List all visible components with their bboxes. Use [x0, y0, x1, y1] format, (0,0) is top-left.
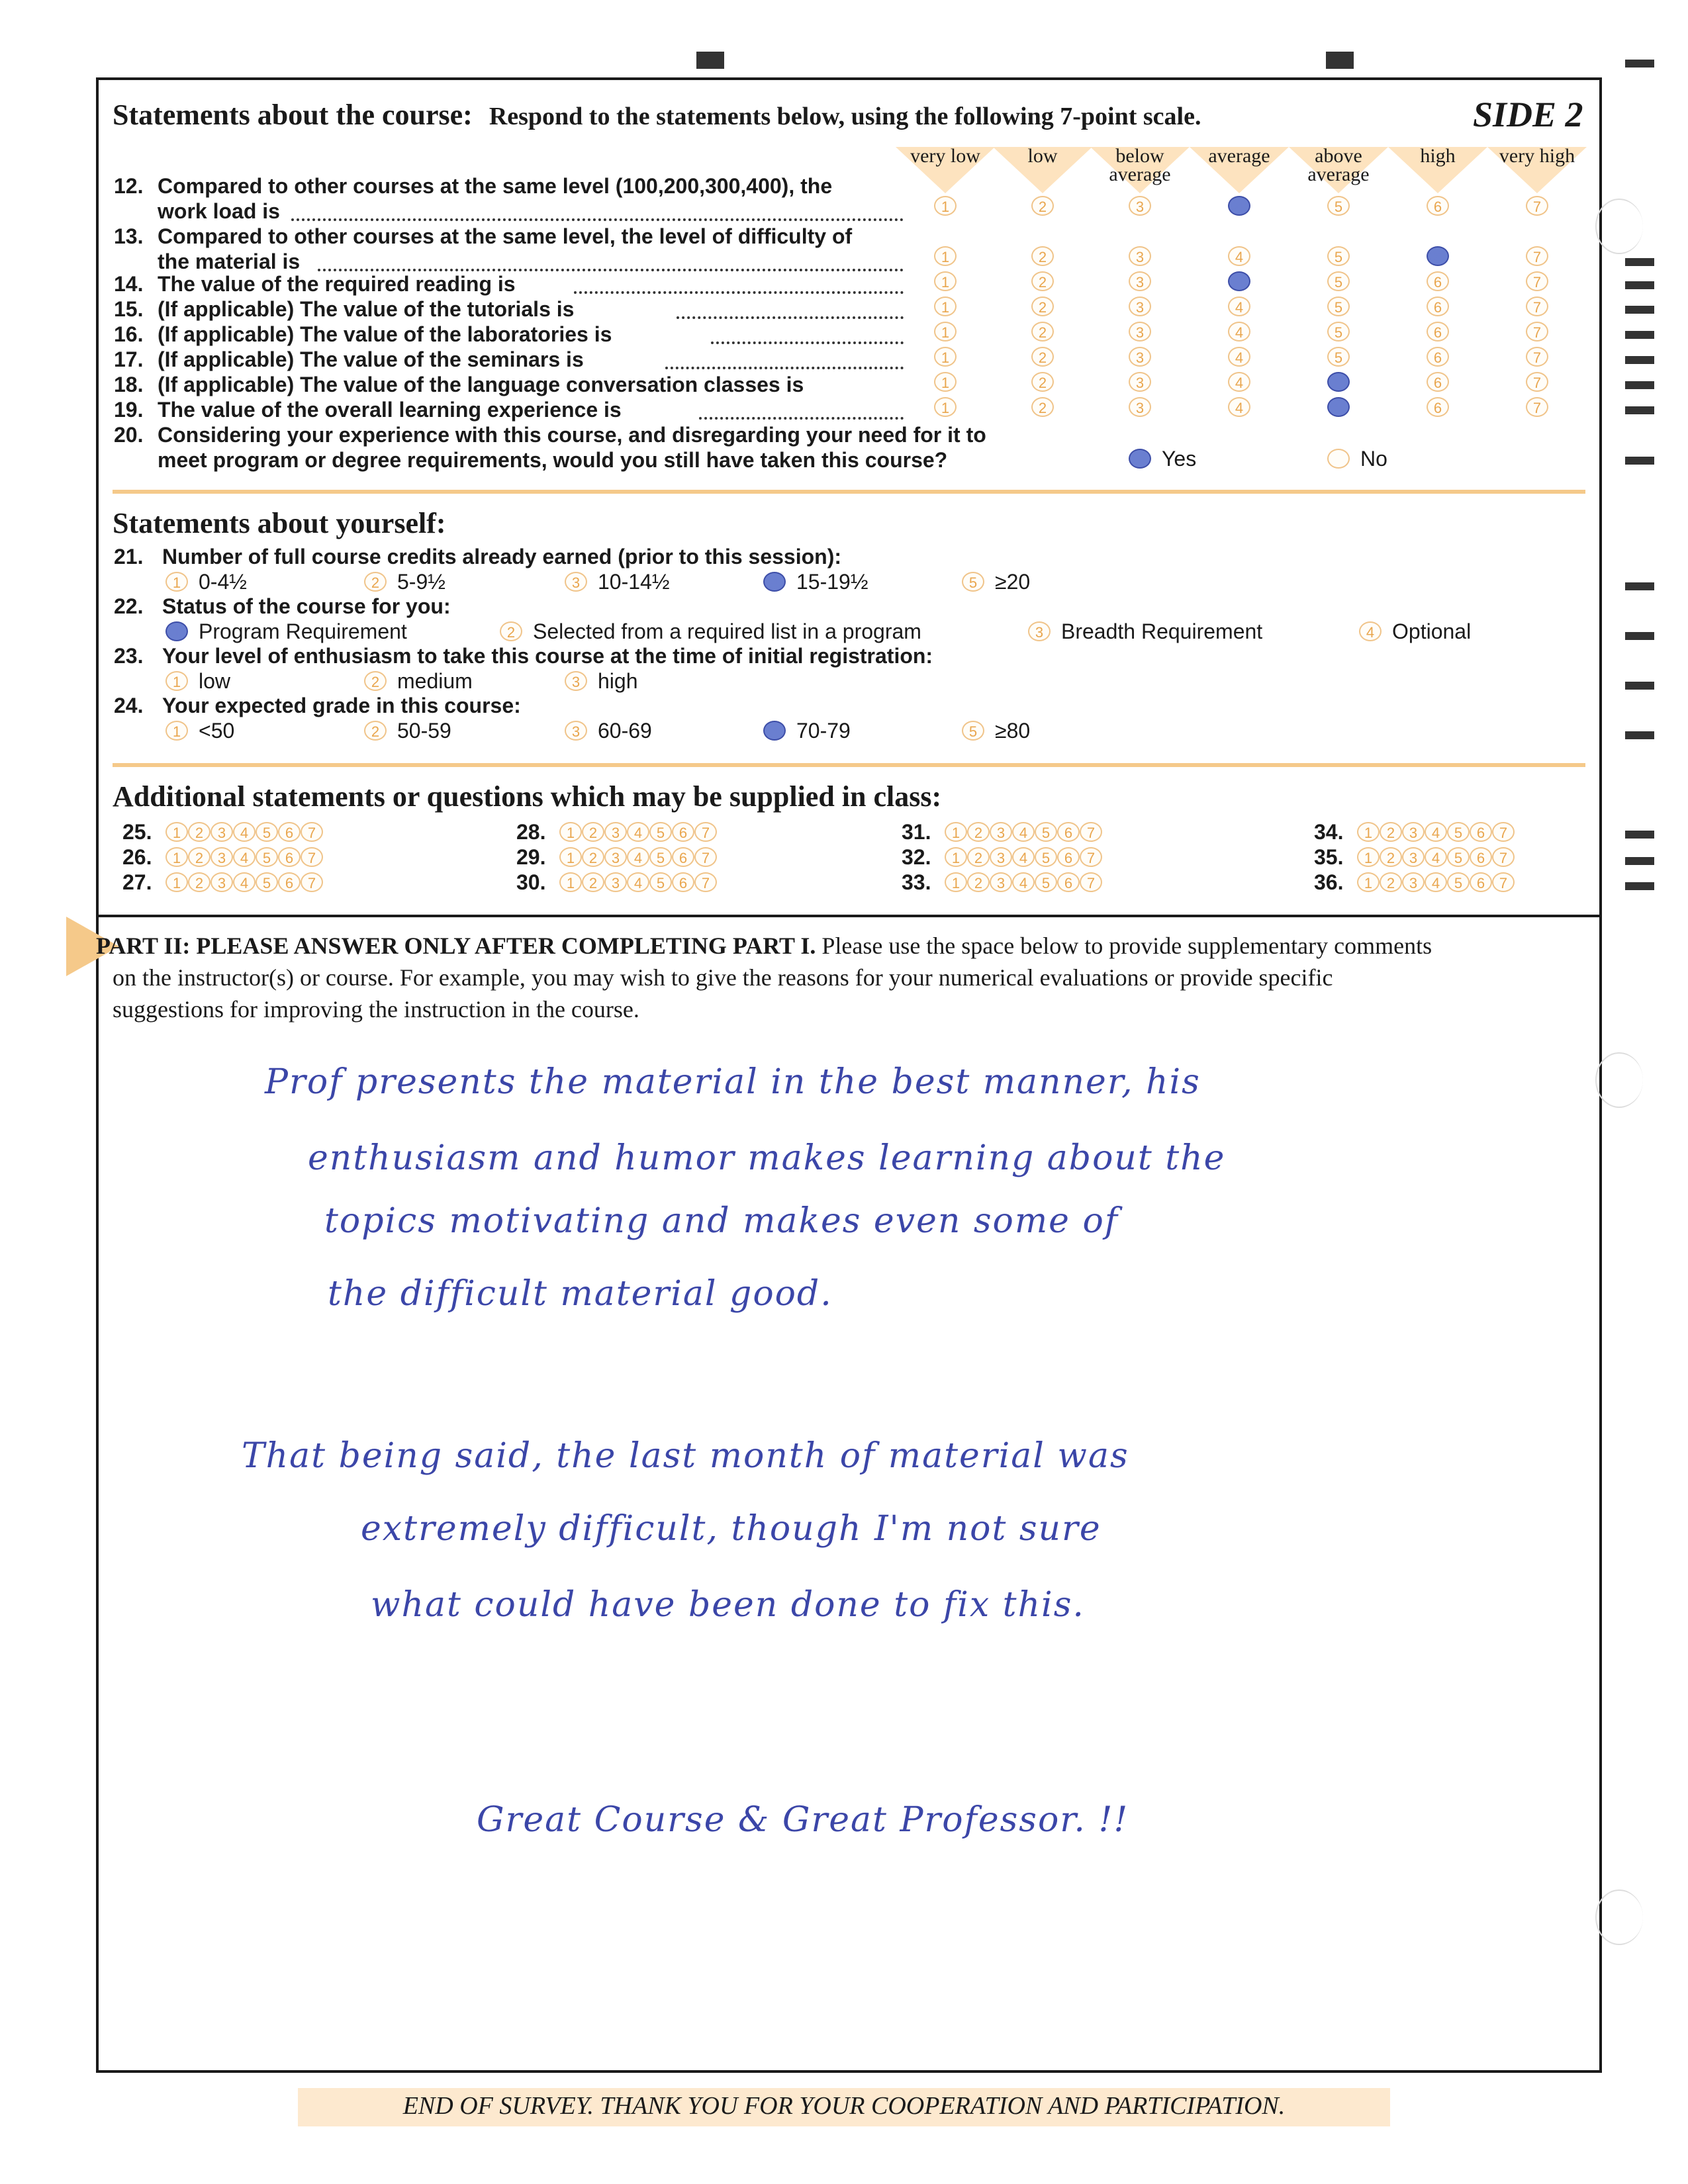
q23-option-3-label: high: [598, 669, 638, 693]
scale-label-1: very low: [910, 145, 980, 167]
q21-option-5-label: ≥20: [995, 570, 1031, 594]
additional-36-5[interactable]: 5: [1447, 872, 1470, 892]
additional-question-number: 33.: [902, 870, 931, 894]
q21-option-3-bubble[interactable]: 3: [565, 572, 587, 592]
q20-yes-label: Yes: [1162, 447, 1197, 471]
q22-option-4-label: Optional: [1392, 619, 1472, 643]
rating-18-1[interactable]: 1: [934, 372, 957, 392]
rating-17-1[interactable]: 1: [934, 347, 957, 367]
question-text: Number of full course credits already earned (prior to this session):: [162, 545, 842, 569]
additional-27-7[interactable]: 7: [301, 872, 323, 892]
q23-option-2-label: medium: [397, 669, 473, 693]
question-number: 23.: [114, 644, 144, 668]
leader-dots: [699, 417, 904, 420]
rating-15-7[interactable]: 7: [1526, 296, 1548, 316]
side-timing-mark: [1625, 281, 1654, 289]
additional-32-6[interactable]: 6: [1057, 847, 1080, 867]
additional-34-5[interactable]: 5: [1447, 822, 1470, 842]
punch-hole-2: [1595, 1052, 1643, 1108]
rating-19-4[interactable]: 4: [1228, 397, 1250, 417]
additional-33-6[interactable]: 6: [1057, 872, 1080, 892]
q22-option-3-label: Breadth Requirement: [1061, 619, 1263, 643]
rating-14-5[interactable]: 5: [1327, 271, 1350, 291]
rating-13-7[interactable]: 7: [1526, 246, 1548, 266]
part2-line3: suggestions for improving the instruction in the course.: [113, 996, 639, 1023]
rating-19-2[interactable]: 2: [1031, 397, 1054, 417]
q24-option-5-bubble[interactable]: 5: [962, 721, 984, 741]
rating-18-4[interactable]: 4: [1228, 372, 1250, 392]
additional-25-7[interactable]: 7: [301, 822, 323, 842]
question-number: 22.: [114, 594, 144, 618]
additional-question-number: 36.: [1314, 870, 1344, 894]
rating-16-5[interactable]: 5: [1327, 322, 1350, 341]
comment-line-5: That being said, the last month of material was: [242, 1436, 1129, 1476]
comment-line-4: the difficult material good.: [328, 1274, 833, 1314]
additional-34-6[interactable]: 6: [1470, 822, 1492, 842]
q24-option-5-label: ≥80: [995, 719, 1031, 743]
additional-33-7[interactable]: 7: [1080, 872, 1102, 892]
additional-question-number: 26.: [122, 845, 152, 869]
q23-option-2-bubble[interactable]: 2: [364, 671, 387, 691]
comment-line-6: extremely difficult, though I'm not sure: [361, 1509, 1102, 1549]
additional-30-7[interactable]: 7: [694, 872, 717, 892]
side-timing-mark: [1625, 356, 1654, 364]
additional-33-5[interactable]: 5: [1035, 872, 1057, 892]
additional-29-1[interactable]: 1: [559, 847, 582, 867]
additional-26-6[interactable]: 6: [278, 847, 301, 867]
q24-option-3-bubble[interactable]: 3: [565, 721, 587, 741]
question-text: (If applicable) The value of the seminars is: [158, 347, 584, 371]
additional-33-1[interactable]: 1: [945, 872, 967, 892]
additional-30-2[interactable]: 2: [582, 872, 604, 892]
q24-option-4-label: 70-79: [796, 719, 851, 743]
rating-16-6[interactable]: 6: [1427, 322, 1449, 341]
additional-35-4[interactable]: 4: [1425, 847, 1447, 867]
additional-27-6[interactable]: 6: [278, 872, 301, 892]
additional-question-number: 27.: [122, 870, 152, 894]
rating-15-5[interactable]: 5: [1327, 296, 1350, 316]
q21-option-5-bubble[interactable]: 5: [962, 572, 984, 592]
question-number: 14.: [114, 272, 144, 296]
q24-option-1-bubble[interactable]: 1: [165, 721, 188, 741]
q21-option-4-label: 15-19½: [796, 570, 868, 594]
additional-25-6[interactable]: 6: [278, 822, 301, 842]
comment-line-1: Prof presents the material in the best manner, his: [265, 1062, 1201, 1102]
additional-35-7[interactable]: 7: [1492, 847, 1515, 867]
additional-29-5[interactable]: 5: [649, 847, 672, 867]
question-text-cont: work load is: [158, 199, 280, 223]
yourself-section-title: Statements about yourself:: [113, 507, 446, 539]
rating-13-6[interactable]: 6: [1427, 246, 1449, 266]
additional-28-7[interactable]: 7: [694, 822, 717, 842]
additional-33-2[interactable]: 2: [967, 872, 990, 892]
scale-label-3: below average: [1109, 145, 1171, 185]
additional-31-3[interactable]: 3: [990, 822, 1012, 842]
additional-25-4[interactable]: 4: [233, 822, 256, 842]
part2-instructions: [96, 930, 1592, 1025]
q24-option-1-label: <50: [199, 719, 235, 743]
additional-34-2[interactable]: 2: [1380, 822, 1402, 842]
additional-36-3[interactable]: 3: [1402, 872, 1425, 892]
additional-28-2[interactable]: 2: [582, 822, 604, 842]
additional-32-4[interactable]: 4: [1012, 847, 1035, 867]
additional-26-4[interactable]: 4: [233, 847, 256, 867]
additional-27-4[interactable]: 4: [233, 872, 256, 892]
additional-29-2[interactable]: 2: [582, 847, 604, 867]
scale-label-2: low: [1027, 145, 1058, 167]
additional-36-6[interactable]: 6: [1470, 872, 1492, 892]
rating-16-7[interactable]: 7: [1526, 322, 1548, 341]
rating-18-3[interactable]: 3: [1129, 372, 1151, 392]
comment-line-3: topics motivating and makes even some of: [324, 1201, 1119, 1241]
additional-question-number: 25.: [122, 820, 152, 844]
side-timing-mark: [1625, 857, 1654, 865]
rating-12-7[interactable]: 7: [1526, 196, 1548, 216]
question-text: Status of the course for you:: [162, 594, 451, 618]
rating-13-3[interactable]: 3: [1129, 246, 1151, 266]
additional-35-3[interactable]: 3: [1402, 847, 1425, 867]
rating-16-4[interactable]: 4: [1228, 322, 1250, 341]
rating-19-1[interactable]: 1: [934, 397, 957, 417]
rating-12-2[interactable]: 2: [1031, 196, 1054, 216]
additional-section-title: Additional statements or questions which may be supplied in class:: [113, 780, 942, 813]
additional-30-3[interactable]: 3: [604, 872, 627, 892]
question-number: 18.: [114, 373, 144, 396]
course-instruction: Respond to the statements below, using the following 7-point scale.: [489, 103, 1201, 130]
q24-option-2-bubble[interactable]: 2: [364, 721, 387, 741]
rating-18-7[interactable]: 7: [1526, 372, 1548, 392]
rating-19-6[interactable]: 6: [1427, 397, 1449, 417]
additional-33-3[interactable]: 3: [990, 872, 1012, 892]
leader-dots: [711, 341, 904, 344]
leader-dots: [574, 291, 904, 294]
additional-27-5[interactable]: 5: [256, 872, 278, 892]
q21-option-2-bubble[interactable]: 2: [364, 572, 387, 592]
q21-option-2-label: 5-9½: [397, 570, 445, 594]
q22-option-1-bubble[interactable]: 1: [165, 621, 188, 641]
rating-16-2[interactable]: 2: [1031, 322, 1054, 341]
additional-30-6[interactable]: 6: [672, 872, 694, 892]
additional-26-5[interactable]: 5: [256, 847, 278, 867]
rating-16-3[interactable]: 3: [1129, 322, 1151, 341]
additional-28-4[interactable]: 4: [627, 822, 649, 842]
rating-16-1[interactable]: 1: [934, 322, 957, 341]
question-text: (If applicable) The value of the laboratories is: [158, 322, 612, 346]
additional-question-number: 34.: [1314, 820, 1344, 844]
leader-dots: [665, 367, 904, 369]
rating-12-6[interactable]: 6: [1427, 196, 1449, 216]
additional-26-3[interactable]: 3: [211, 847, 233, 867]
rating-15-4[interactable]: 4: [1228, 296, 1250, 316]
rating-15-2[interactable]: 2: [1031, 296, 1054, 316]
additional-31-5[interactable]: 5: [1035, 822, 1057, 842]
question-text: The value of the overall learning experience is: [158, 398, 622, 422]
divider-1: [113, 490, 1585, 494]
side-timing-mark: [1625, 331, 1654, 339]
punch-hole-3: [1595, 1889, 1643, 1945]
additional-29-7[interactable]: 7: [694, 847, 717, 867]
rating-17-7[interactable]: 7: [1526, 347, 1548, 367]
question-number: 15.: [114, 297, 144, 321]
q23-option-1-label: low: [199, 669, 231, 693]
scale-label-5: above average: [1307, 145, 1370, 185]
question-number: 12.: [114, 174, 144, 198]
side-timing-mark: [1625, 632, 1654, 640]
additional-question-number: 35.: [1314, 845, 1344, 869]
additional-32-7[interactable]: 7: [1080, 847, 1102, 867]
additional-35-2[interactable]: 2: [1380, 847, 1402, 867]
leader-dots: [291, 218, 904, 221]
q21-option-1-label: 0-4½: [199, 570, 247, 594]
additional-34-7[interactable]: 7: [1492, 822, 1515, 842]
q22-option-3-bubble[interactable]: 3: [1028, 621, 1051, 641]
additional-29-6[interactable]: 6: [672, 847, 694, 867]
side-timing-mark: [1625, 882, 1654, 890]
rating-18-5[interactable]: 5: [1327, 372, 1350, 392]
additional-31-1[interactable]: 1: [945, 822, 967, 842]
rating-15-1[interactable]: 1: [934, 296, 957, 316]
additional-question-number: 29.: [516, 845, 546, 869]
additional-question-number: 28.: [516, 820, 546, 844]
comment-line-8: Great Course & Great Professor. !!: [477, 1800, 1129, 1840]
question-number: 16.: [114, 322, 144, 346]
additional-32-3[interactable]: 3: [990, 847, 1012, 867]
additional-25-2[interactable]: 2: [188, 822, 211, 842]
additional-32-1[interactable]: 1: [945, 847, 967, 867]
question-number: 21.: [114, 545, 144, 569]
rating-19-7[interactable]: 7: [1526, 397, 1548, 417]
side-timing-mark: [1625, 831, 1654, 839]
q22-option-2-bubble[interactable]: 2: [500, 621, 522, 641]
additional-question-number: 31.: [902, 820, 931, 844]
additional-35-1[interactable]: 1: [1357, 847, 1380, 867]
q24-option-2-label: 50-59: [397, 719, 451, 743]
additional-30-5[interactable]: 5: [649, 872, 672, 892]
additional-31-4[interactable]: 4: [1012, 822, 1035, 842]
additional-27-2[interactable]: 2: [188, 872, 211, 892]
q23-option-3-bubble[interactable]: 3: [565, 671, 587, 691]
q22-option-4-bubble[interactable]: 4: [1359, 621, 1382, 641]
scale-label-6: high: [1420, 145, 1456, 167]
punch-hole-1: [1595, 199, 1643, 254]
question-text: Your level of enthusiasm to take this course at the time of initial registration:: [162, 644, 933, 668]
rating-14-1[interactable]: 1: [934, 271, 957, 291]
question-text-cont: the material is: [158, 250, 301, 273]
footer-text: END OF SURVEY. THANK YOU FOR YOUR COOPERATION AND PARTICIPATION.: [402, 2092, 1286, 2120]
question-text: (If applicable) The value of the tutorials is: [158, 297, 575, 321]
scale-label-4: average: [1208, 145, 1270, 167]
side-timing-mark: [1625, 306, 1654, 314]
rating-19-5[interactable]: 5: [1327, 397, 1350, 417]
rating-17-6[interactable]: 6: [1427, 347, 1449, 367]
rating-13-4[interactable]: 4: [1228, 246, 1250, 266]
additional-30-4[interactable]: 4: [627, 872, 649, 892]
additional-25-5[interactable]: 5: [256, 822, 278, 842]
rating-12-4[interactable]: 4: [1228, 196, 1250, 216]
rating-19-3[interactable]: 3: [1129, 397, 1151, 417]
rating-14-7[interactable]: 7: [1526, 271, 1548, 291]
additional-34-4[interactable]: 4: [1425, 822, 1447, 842]
side-timing-mark: [1625, 682, 1654, 690]
question-text: Your expected grade in this course:: [162, 694, 521, 717]
part2-line1: Please use the space below to provide supplementary comments: [821, 933, 1432, 959]
q20-no-label: No: [1360, 447, 1387, 471]
additional-26-2[interactable]: 2: [188, 847, 211, 867]
part2-lead: PART II: PLEASE ANSWER ONLY AFTER COMPLETING PART I.: [96, 933, 816, 959]
additional-30-1[interactable]: 1: [559, 872, 582, 892]
part2-divider: [96, 915, 1602, 917]
side-timing-mark: [1625, 258, 1654, 266]
rating-17-3[interactable]: 3: [1129, 347, 1151, 367]
q22-option-1-label: Program Requirement: [199, 619, 407, 643]
question-text: The value of the required reading is: [158, 272, 516, 296]
additional-28-5[interactable]: 5: [649, 822, 672, 842]
additional-32-5[interactable]: 5: [1035, 847, 1057, 867]
rating-18-2[interactable]: 2: [1031, 372, 1054, 392]
side-timing-mark: [1625, 60, 1654, 68]
additional-28-3[interactable]: 3: [604, 822, 627, 842]
rating-14-3[interactable]: 3: [1129, 271, 1151, 291]
side-timing-mark: [1625, 582, 1654, 590]
rating-13-1[interactable]: 1: [934, 246, 957, 266]
rating-14-2[interactable]: 2: [1031, 271, 1054, 291]
question-number: 20.: [114, 423, 144, 447]
rating-12-5[interactable]: 5: [1327, 196, 1350, 216]
comment-line-7: what could have been done to fix this.: [371, 1585, 1085, 1625]
side-timing-mark: [1625, 381, 1654, 389]
additional-question-number: 30.: [516, 870, 546, 894]
additional-27-3[interactable]: 3: [211, 872, 233, 892]
side-timing-mark: [1625, 457, 1654, 465]
question-number: 17.: [114, 347, 144, 371]
side-label: SIDE 2: [1473, 95, 1583, 134]
divider-2: [113, 763, 1585, 767]
question-text: Considering your experience with this course, and disregarding your need for it to: [158, 423, 986, 447]
q20-no-bubble[interactable]: [1327, 449, 1350, 469]
question-text: (If applicable) The value of the language conversation classes is: [158, 373, 804, 396]
q24-option-3-label: 60-69: [598, 719, 652, 743]
additional-34-3[interactable]: 3: [1402, 822, 1425, 842]
additional-36-7[interactable]: 7: [1492, 872, 1515, 892]
q22-option-2-label: Selected from a required list in a program: [533, 619, 921, 643]
timing-mark-top-right: [1326, 52, 1354, 69]
rating-17-4[interactable]: 4: [1228, 347, 1250, 367]
q23-option-1-bubble[interactable]: 1: [165, 671, 188, 691]
q20-yes-bubble[interactable]: [1129, 449, 1151, 469]
rating-17-5[interactable]: 5: [1327, 347, 1350, 367]
additional-26-1[interactable]: 1: [165, 847, 188, 867]
part2-line2: on the instructor(s) or course. For example, you may wish to give the reasons for your numerical evaluations or provide specific: [113, 964, 1333, 991]
additional-36-2[interactable]: 2: [1380, 872, 1402, 892]
rating-13-5[interactable]: 5: [1327, 246, 1350, 266]
course-section-title: Statements about the course: Respond to the statements below, using the following 7-point scale.: [113, 99, 1201, 131]
additional-26-7[interactable]: 7: [301, 847, 323, 867]
question-text: Compared to other courses at the same level, the level of difficulty of: [158, 224, 853, 248]
additional-28-1[interactable]: 1: [559, 822, 582, 842]
additional-32-2[interactable]: 2: [967, 847, 990, 867]
rating-14-6[interactable]: 6: [1427, 271, 1449, 291]
additional-34-1[interactable]: 1: [1357, 822, 1380, 842]
comment-line-2: enthusiasm and humor makes learning about the: [308, 1138, 1226, 1178]
rating-13-2[interactable]: 2: [1031, 246, 1054, 266]
rating-18-6[interactable]: 6: [1427, 372, 1449, 392]
additional-31-2[interactable]: 2: [967, 822, 990, 842]
additional-question-number: 32.: [902, 845, 931, 869]
question-number: 19.: [114, 398, 144, 422]
additional-29-4[interactable]: 4: [627, 847, 649, 867]
additional-29-3[interactable]: 3: [604, 847, 627, 867]
rating-14-4[interactable]: 4: [1228, 271, 1250, 291]
q21-option-3-label: 10-14½: [598, 570, 670, 594]
question-text: Compared to other courses at the same level (100,200,300,400), the: [158, 174, 833, 198]
additional-31-6[interactable]: 6: [1057, 822, 1080, 842]
rating-15-3[interactable]: 3: [1129, 296, 1151, 316]
q24-option-4-bubble[interactable]: 4: [763, 721, 786, 741]
additional-36-4[interactable]: 4: [1425, 872, 1447, 892]
q21-option-4-bubble[interactable]: 4: [763, 572, 786, 592]
additional-25-1[interactable]: 1: [165, 822, 188, 842]
rating-12-3[interactable]: 3: [1129, 196, 1151, 216]
rating-12-1[interactable]: 1: [934, 196, 957, 216]
additional-25-3[interactable]: 3: [211, 822, 233, 842]
additional-33-4[interactable]: 4: [1012, 872, 1035, 892]
question-number: 24.: [114, 694, 144, 717]
side-timing-mark: [1625, 731, 1654, 739]
additional-31-7[interactable]: 7: [1080, 822, 1102, 842]
additional-27-1[interactable]: 1: [165, 872, 188, 892]
side-timing-mark: [1625, 406, 1654, 414]
additional-36-1[interactable]: 1: [1357, 872, 1380, 892]
leader-dots: [677, 316, 904, 319]
question-text-cont: meet program or degree requirements, would you still have taken this course?: [158, 448, 948, 472]
q21-option-1-bubble[interactable]: 1: [165, 572, 188, 592]
question-number: 13.: [114, 224, 144, 248]
additional-35-5[interactable]: 5: [1447, 847, 1470, 867]
scale-label-7: very high: [1499, 145, 1575, 167]
additional-35-6[interactable]: 6: [1470, 847, 1492, 867]
timing-mark-top-left: [696, 52, 724, 69]
additional-28-6[interactable]: 6: [672, 822, 694, 842]
rating-15-6[interactable]: 6: [1427, 296, 1449, 316]
rating-17-2[interactable]: 2: [1031, 347, 1054, 367]
